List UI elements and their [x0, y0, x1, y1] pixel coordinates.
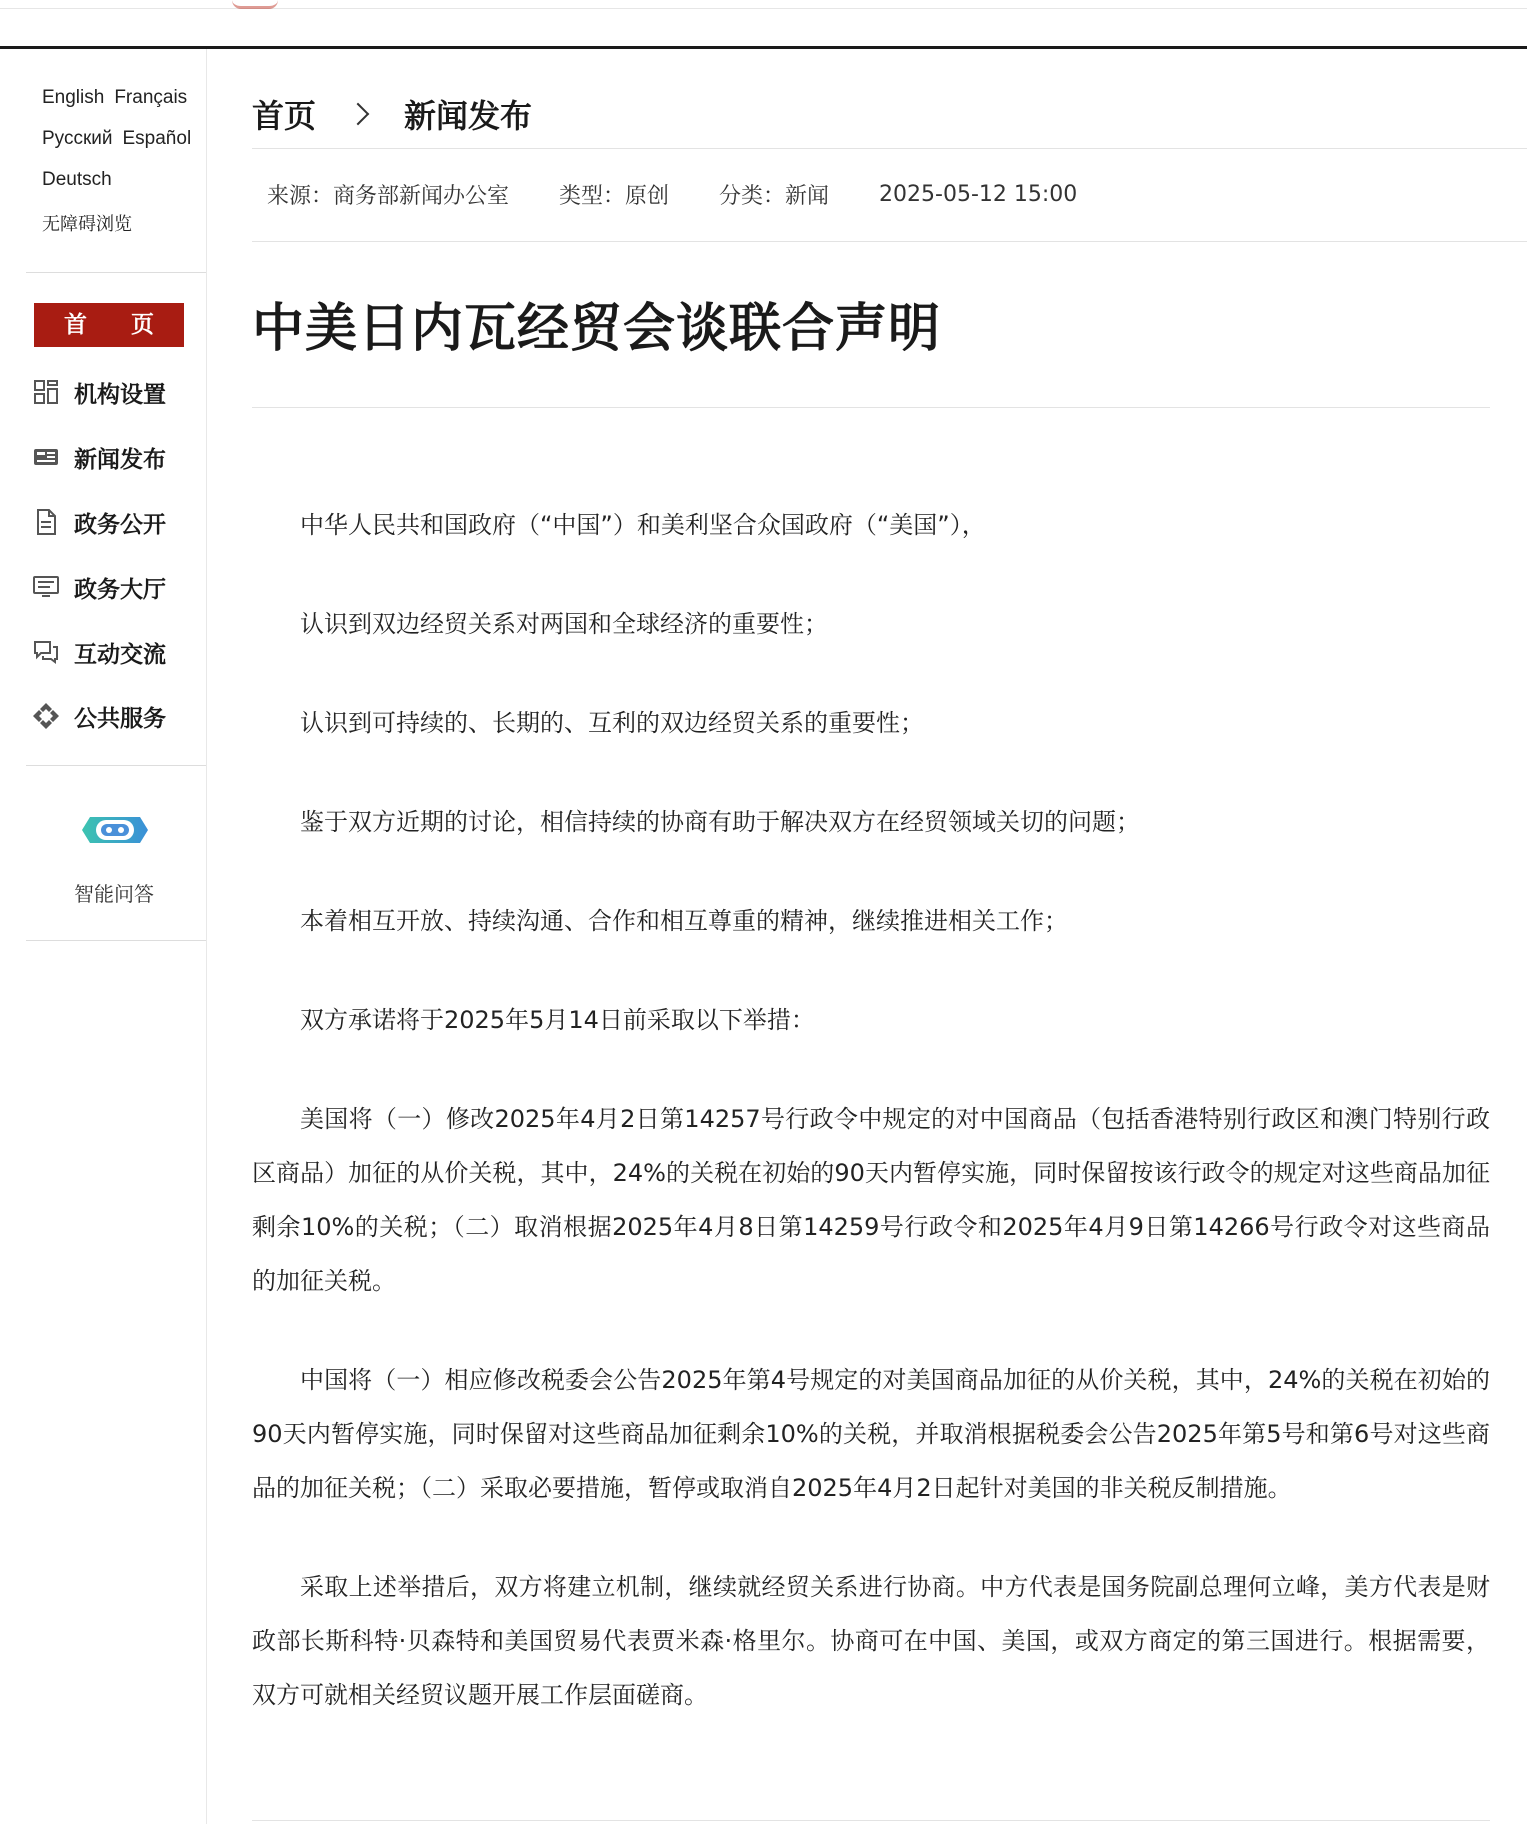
- breadcrumb: [252, 92, 532, 136]
- site-logo-icon[interactable]: [232, 0, 278, 9]
- sidebar-divider: [26, 272, 206, 273]
- service-icon: [32, 702, 60, 730]
- sidebar-item-government-affairs[interactable]: [32, 504, 166, 540]
- sidebar-item-public-service[interactable]: [32, 698, 166, 734]
- language-english[interactable]: English: [42, 87, 105, 108]
- robot-assistant-icon[interactable]: [80, 807, 150, 853]
- language-german[interactable]: Deutsch: [42, 169, 112, 190]
- sidebar-divider: [26, 765, 206, 766]
- sidebar-item-label: 政务公开: [74, 511, 166, 538]
- chat-icon: [32, 638, 60, 666]
- article-paragraph: 鉴于双方近期的讨论，相信持续的协商有助于解决双方在经贸领域关切的问题；: [300, 808, 1140, 836]
- sidebar-item-label: 互动交流: [74, 641, 166, 668]
- chevron-right-icon: [347, 103, 370, 126]
- sidebar-item-label: 公共服务: [74, 705, 166, 732]
- breadcrumb-current[interactable]: 新闻发布: [404, 97, 533, 135]
- news-icon: [32, 443, 60, 471]
- sidebar-item-service-hall[interactable]: [32, 569, 166, 605]
- article-paragraph: 本着相互开放、持续沟通、合作和相互尊重的精神，继续推进相关工作；: [300, 907, 1068, 935]
- document-icon: [32, 508, 60, 536]
- top-thin-line: [0, 8, 1527, 9]
- assistant-label[interactable]: 智能问答: [74, 882, 154, 906]
- breadcrumb-home-link[interactable]: 首页: [252, 97, 317, 135]
- article-body: [252, 498, 1490, 1767]
- title-divider: [252, 407, 1490, 408]
- article-paragraph: 中国将（一）相应修改税委会公告2025年第4号规定的对美国商品加征的从价关税，其中，24%的关税在初始的90天内暂停实施，同时保留对这些商品加征剩余10%的关税，并取消根据税委会公告2025年第5号和第6号对这些商品的加征关税；（二）采取必要措施，暂停或取消自2025年4月2日起针对美国的非关税反制措施。: [252, 1366, 1490, 1502]
- accessible-browsing-link[interactable]: 无障碍浏览: [42, 214, 132, 235]
- top-bar: [0, 0, 1527, 49]
- sidebar: [0, 49, 207, 1824]
- article-meta: [267, 178, 1127, 210]
- article-paragraph: 认识到双边经贸关系对两国和全球经济的重要性；: [300, 610, 828, 638]
- language-row-3: [42, 169, 122, 191]
- sidebar-item-label: 机构设置: [74, 381, 166, 408]
- meta-datetime: 2025-05-12 15:00: [879, 181, 1078, 207]
- sidebar-divider: [26, 940, 206, 941]
- language-spanish[interactable]: Español: [122, 128, 192, 149]
- meta-divider: [252, 241, 1527, 242]
- breadcrumb-divider: [252, 148, 1527, 149]
- article-paragraph: 美国将（一）修改2025年4月2日第14257号行政令中规定的对中国商品（包括香港特别行政区和澳门特别行政区商品）加征的从价关税，其中，24%的关税在初始的90天内暂停实施，同时保留按该行政令的规定对这些商品加征剩余10%的关税；（二）取消根据2025年4月8日第14259号行政令和2025年4月9日第14266号行政令对这些商品的加征关税。: [252, 1105, 1490, 1295]
- article-paragraph: 采取上述举措后，双方将建立机制，继续就经贸关系进行协商。中方代表是国务院副总理何立峰，美方代表是财政部长斯科特·贝森特和美国贸易代表贾米森·格里尔。协商可在中国、美国，或双方商定的第三国进行。根据需要，双方可就相关经贸议题开展工作层面磋商。: [252, 1573, 1490, 1709]
- sidebar-item-interaction[interactable]: [32, 634, 166, 670]
- article-paragraph: 认识到可持续的、长期的、互利的双边经贸关系的重要性；: [300, 709, 924, 737]
- sidebar-item-label: 新闻发布: [74, 446, 166, 473]
- language-row-2: [42, 128, 201, 150]
- meta-type: 类型：原创: [559, 183, 670, 209]
- article-paragraph: 双方承诺将于2025年5月14日前采取以下举措：: [300, 1006, 815, 1034]
- content-bottom-divider: [252, 1820, 1490, 1821]
- grid-icon: [32, 378, 60, 406]
- sidebar-home-button[interactable]: 首 页: [34, 303, 184, 347]
- sidebar-item-label: 政务大厅: [74, 576, 166, 603]
- language-russian[interactable]: Русский: [42, 128, 113, 149]
- article-paragraph: 中华人民共和国政府（“中国”）和美利坚合众国政府（“美国”），: [300, 511, 986, 539]
- monitor-icon: [32, 573, 60, 601]
- sidebar-item-organization[interactable]: [32, 374, 166, 410]
- language-row-1: [42, 87, 197, 109]
- sidebar-item-news[interactable]: [32, 439, 166, 475]
- language-french[interactable]: Français: [114, 87, 188, 108]
- meta-category: 分类：新闻: [719, 183, 830, 209]
- article-title: 中美日内瓦经贸会谈联合声明: [252, 299, 942, 359]
- meta-source: 来源：商务部新闻办公室: [267, 183, 510, 209]
